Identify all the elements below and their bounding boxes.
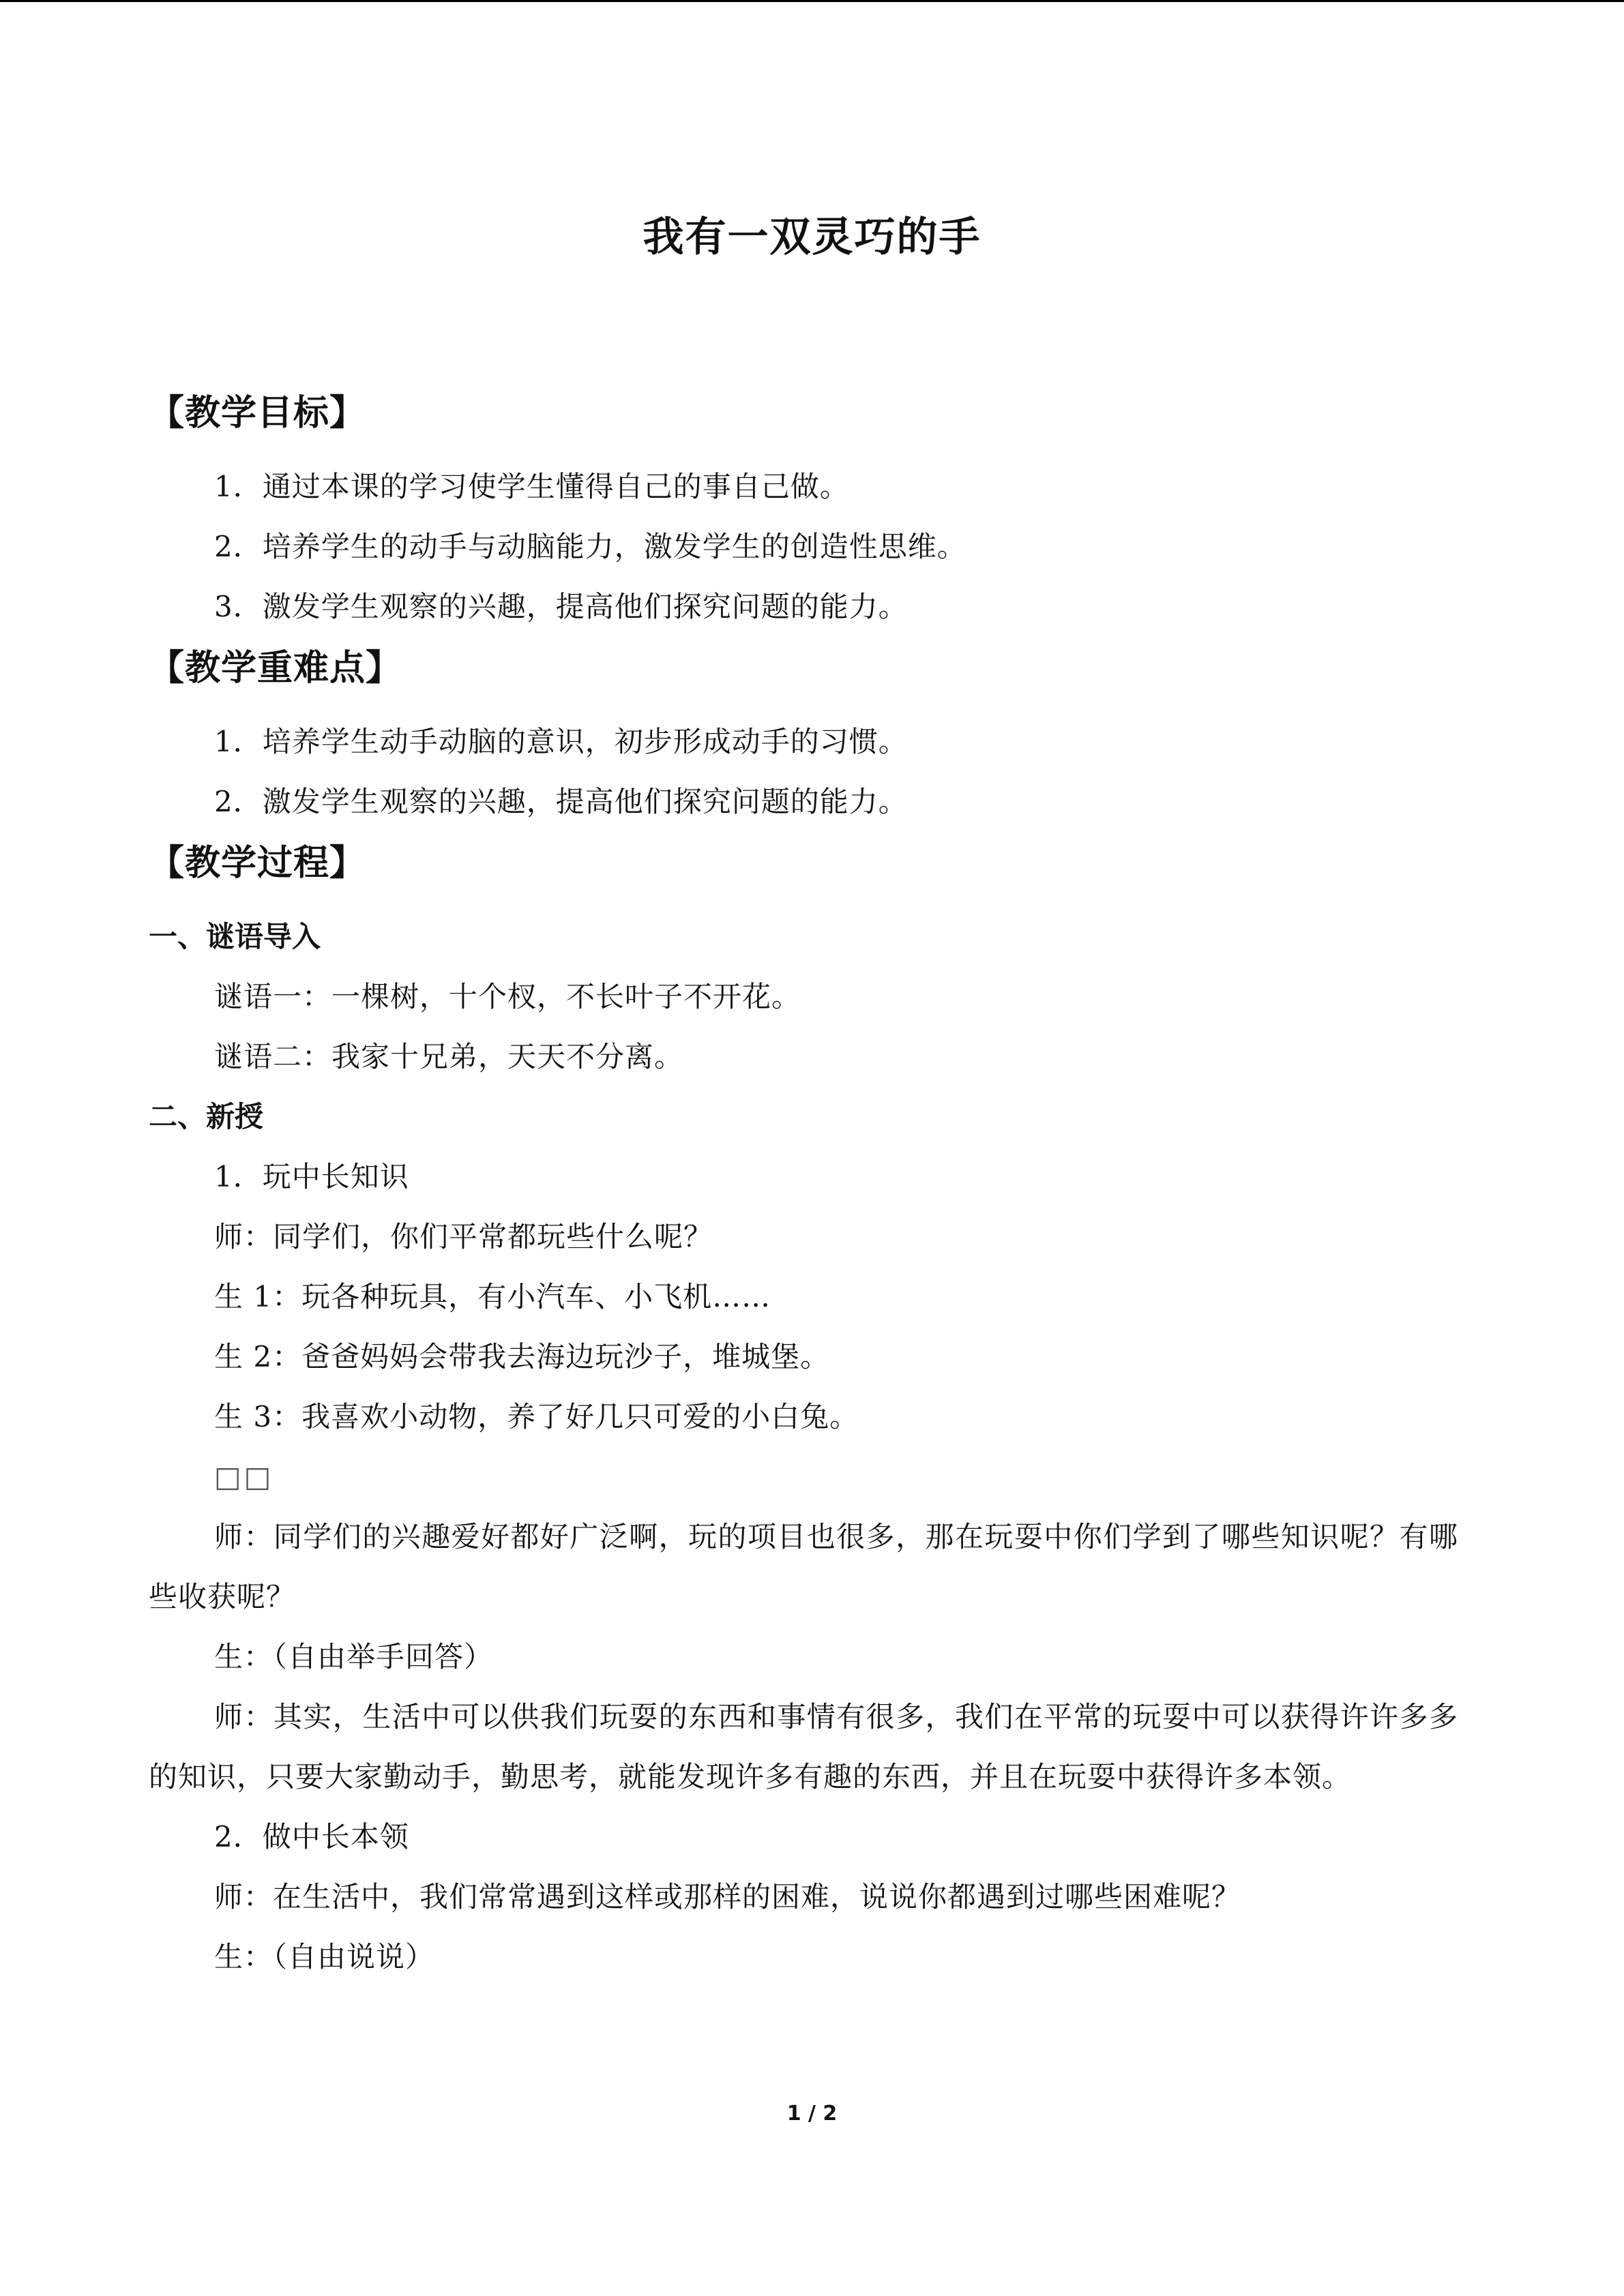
subsection-heading-riddles: 一、谜语导入 <box>149 920 321 953</box>
page-number: 1 / 2 <box>786 2102 838 2126</box>
lesson-line: 1．玩中长知识 <box>214 1160 409 1193</box>
lesson-line: 师：同学们，你们平常都玩些什么呢？ <box>214 1220 713 1253</box>
objective-item: 1．通过本课的学习使学生懂得自己的事自己做。 <box>214 470 849 503</box>
lesson-line: 生 1：玩各种玩具，有小汽车、小飞机…… <box>214 1280 771 1313</box>
subsection-heading-new-lesson: 二、新授 <box>149 1100 264 1133</box>
document-title: 我有一双灵巧的手 <box>643 213 981 261</box>
lesson-paragraph: 师：同学们的兴趣爱好都好广泛啊，玩的项目也很多，那在玩耍中你们学到了哪些知识呢？有哪些收获呢？ <box>149 1520 1458 1613</box>
lesson-line: 生：（自由说说） <box>214 1940 435 1973</box>
placeholder-boxes: □□ <box>214 1460 274 1493</box>
section-heading-objectives: 【教学目标】 <box>149 393 366 434</box>
document-body <box>149 382 1458 1987</box>
lesson-line: 生 2：爸爸妈妈会带我去海边玩沙子，堆城堡。 <box>214 1340 830 1373</box>
lesson-line: 2．做中长本领 <box>214 1820 409 1853</box>
lesson-line: 生 3：我喜欢小动物，养了好几只可爱的小白兔。 <box>214 1400 859 1433</box>
riddle-line: 谜语一：一棵树，十个杈，不长叶子不开花。 <box>214 980 801 1013</box>
riddle-line: 谜语二：我家十兄弟，天天不分离。 <box>214 1040 684 1073</box>
section-heading-process: 【教学过程】 <box>149 843 366 884</box>
lesson-line: 师：在生活中，我们常常遇到这样或那样的困难，说说你都遇到过哪些困难呢？ <box>214 1880 1241 1913</box>
lesson-paragraph: 师：其实，生活中可以供我们玩耍的东西和事情有很多，我们在平常的玩耍中可以获得许许多多的知识，只要大家勤动手，勤思考，就能发现许多有趣的东西，并且在玩耍中获得许多本领。 <box>149 1700 1458 1793</box>
key-point-item: 1．培养学生动手动脑的意识，初步形成动手的习惯。 <box>214 725 908 758</box>
section-heading-key-points: 【教学重难点】 <box>149 648 402 689</box>
lesson-line: 生：（自由举手回答） <box>214 1640 494 1673</box>
objective-item: 3．激发学生观察的兴趣，提高他们探究问题的能力。 <box>214 590 908 623</box>
key-point-item: 2．激发学生观察的兴趣，提高他们探究问题的能力。 <box>214 785 908 818</box>
objective-item: 2．培养学生的动手与动脑能力，激发学生的创造性思维。 <box>214 530 966 563</box>
